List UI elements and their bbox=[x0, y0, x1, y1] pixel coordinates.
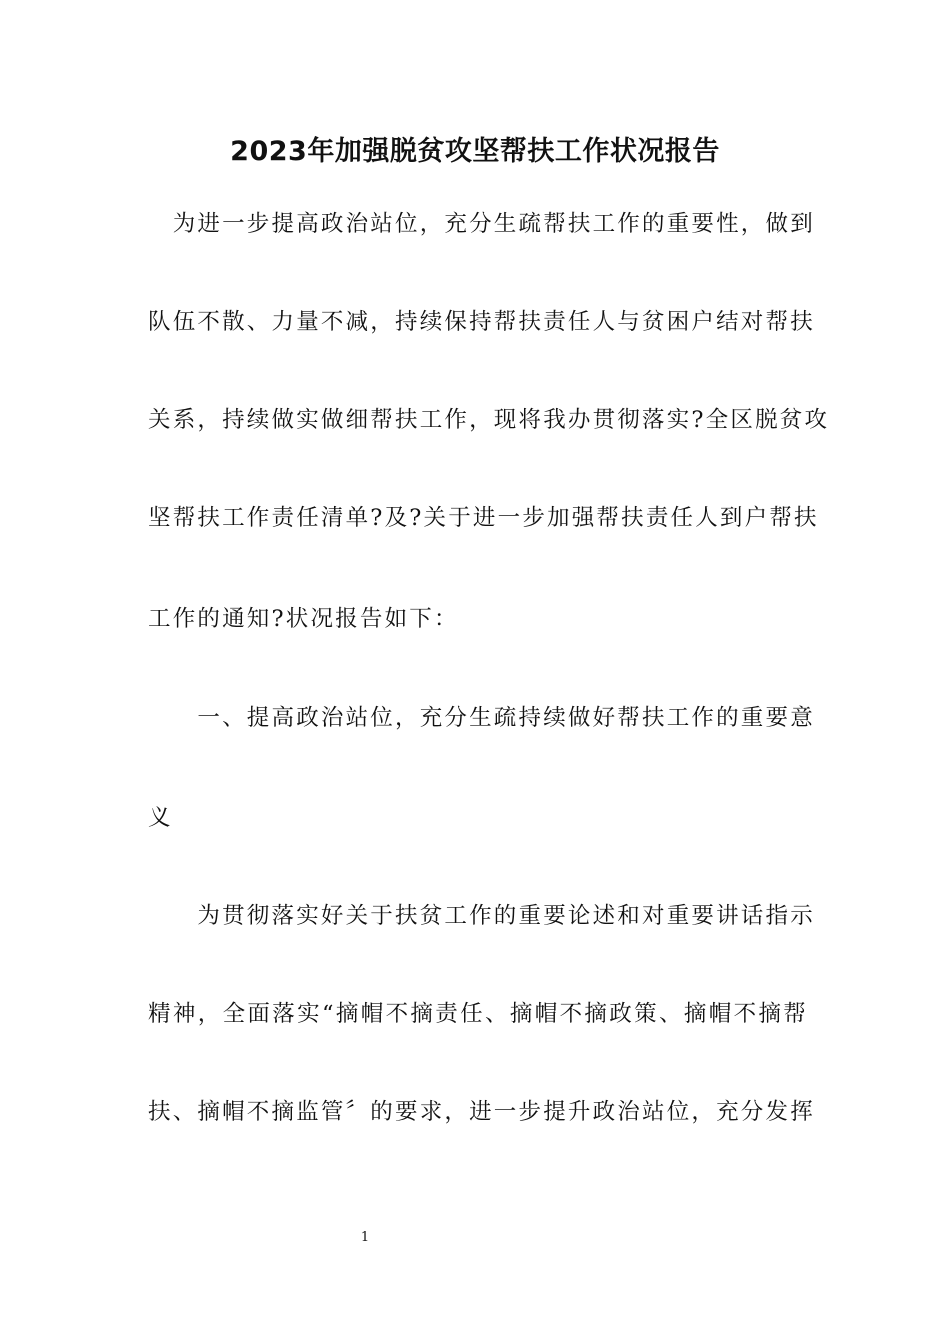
paragraph-line-2: 队伍不散、力量不减，持续保持帮扶责任人与贫困户结对帮扶 bbox=[148, 309, 815, 335]
paragraph-line-3: 关系，持续做实做细帮扶工作，现将我办贯彻落实?全区脱贫攻 bbox=[148, 407, 830, 433]
paragraph-line-7: 精神，全面落实“摘帽不摘责任、摘帽不摘政策、摘帽不摘帮 bbox=[148, 1001, 808, 1027]
paragraph-line-8: 扶、摘帽不摘监管〞的要求，进一步提升政治站位，充分发挥 bbox=[148, 1099, 815, 1125]
paragraph-line-6: 为贯彻落实好关于扶贫工作的重要论述和对重要讲话指示 bbox=[148, 903, 815, 929]
section-heading-line-2: 义 bbox=[148, 805, 173, 831]
section-heading-line-1: 一、提高政治站位，充分生疏持续做好帮扶工作的重要意 bbox=[148, 705, 815, 731]
paragraph-line-4: 坚帮扶工作责任清单?及?关于进一步加强帮扶责任人到户帮扶 bbox=[148, 505, 819, 531]
paragraph-line-1: 为进一步提高政治站位，充分生疏帮扶工作的重要性，做到 bbox=[148, 211, 815, 237]
page-number: 1 bbox=[360, 1230, 370, 1245]
paragraph-line-5: 工作的通知?状况报告如下： bbox=[148, 606, 459, 632]
document-title: 2023年加强脱贫攻坚帮扶工作状况报告 bbox=[230, 136, 720, 167]
